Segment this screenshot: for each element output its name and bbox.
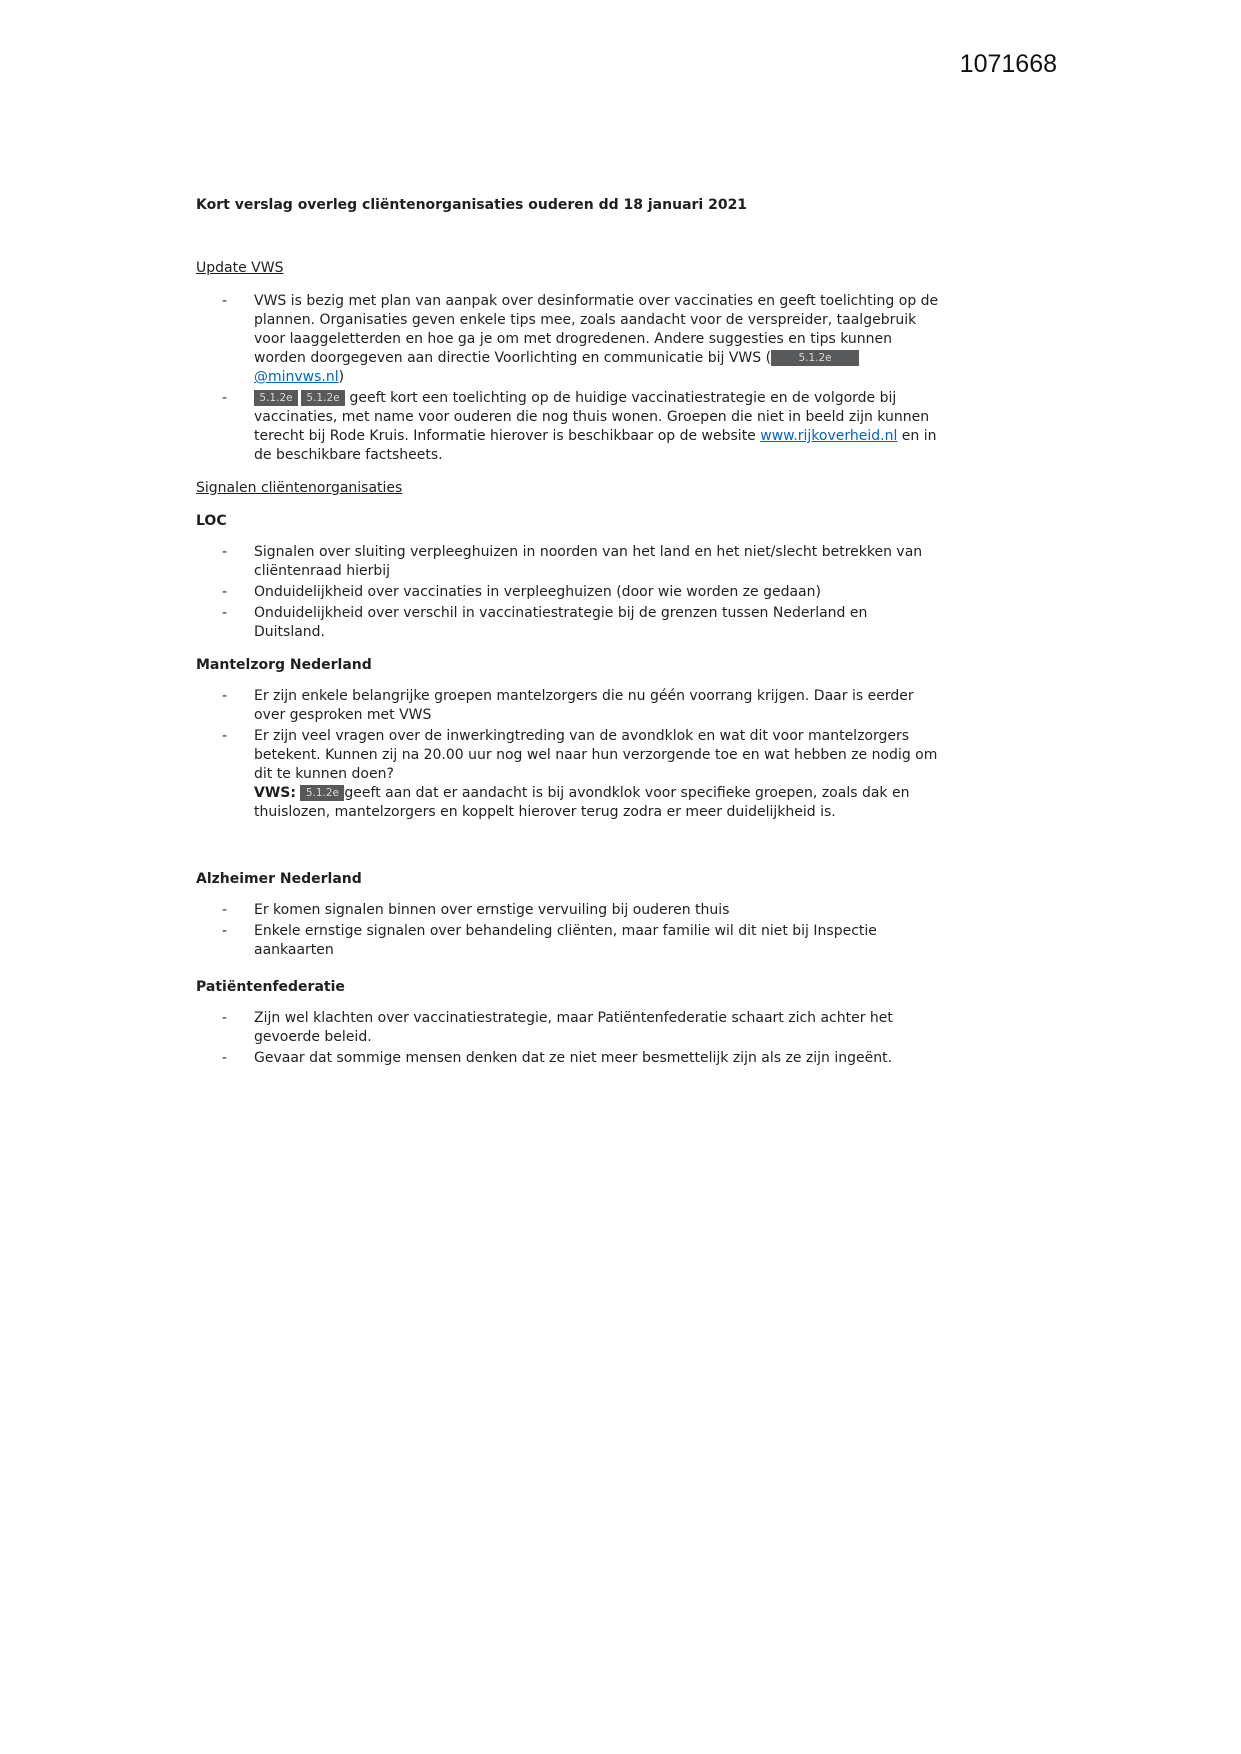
bullet-text: Zijn wel klachten over vaccinatiestrategie, maar Patiëntenfederatie schaart zich achter het gevoerde beleid. (254, 1010, 893, 1045)
bullet-marker: - (222, 1010, 228, 1026)
bullet-list-mantelzorg (196, 687, 941, 822)
bullet-text-run: geeft kort een toelichting op de huidige vaccinatiestrategie en de volgorde bij vaccinaties, met name voor ouderen die nog thuis wonen. Groepen die niet in beeld zijn kunnen terecht bij Rode Kruis. Informatie hierover is beschikbaar op de website (254, 390, 930, 444)
bullet-text-run: VWS is bezig met plan van aanpak over desinformatie over vaccinaties en geeft toelichting op de plannen. Organisaties geven enkele tips mee, zoals aandacht voor de verspreider, taalgebruik voor laaggeletterden en hoe ga je om met drogredenen. Andere suggesties en tips kunnen worden doorgegeven aan directie Voorlichting en communicatie bij VWS ( (254, 293, 939, 366)
bullet-text: Gevaar dat sommige mensen denken dat ze niet meer besmettelijk zijn als ze zijn ingeënt. (254, 1050, 893, 1066)
bullet-text: Onduidelijkheid over vaccinaties in verpleeghuizen (door wie worden ze gedaan) (254, 584, 821, 600)
redaction-box: 5.1.2e (771, 350, 859, 366)
bullet-marker: - (222, 1050, 228, 1066)
bullet-text (254, 292, 941, 387)
list-item (222, 1009, 941, 1047)
list-item (222, 727, 941, 822)
section-heading-update-vws: Update VWS (196, 260, 284, 276)
email-link[interactable]: @minvws.nl (254, 369, 339, 385)
list-item (222, 292, 941, 387)
list-item (222, 922, 941, 960)
section-heading-patientenfederatie: Patiëntenfederatie (196, 979, 345, 995)
bullet-marker: - (222, 728, 228, 744)
bullet-list-patientenfederatie (196, 1009, 941, 1068)
document-number: 1071668 (959, 50, 1057, 78)
section-heading-signalen: Signalen cliëntenorganisaties (196, 480, 403, 496)
redaction-box: 5.1.2e (300, 785, 344, 801)
bullet-text: Enkele ernstige signalen over behandeling cliënten, maar familie wil dit niet bij Inspectie aankaarten (254, 923, 877, 958)
list-item (222, 1049, 941, 1068)
bullet-marker: - (222, 605, 228, 621)
website-link[interactable]: www.rijkoverheid.nl (760, 428, 898, 444)
list-item (222, 687, 941, 725)
vws-label: VWS: (254, 785, 296, 801)
bullet-text: Onduidelijkheid over verschil in vaccinatiestrategie bij de grenzen tussen Nederland en Duitsland. (254, 605, 868, 640)
bullet-marker: - (222, 923, 228, 939)
bullet-text: Er komen signalen binnen over ernstige vervuiling bij ouderen thuis (254, 902, 730, 918)
bullet-text-run: en in de beschikbare factsheets. (254, 428, 937, 463)
bullet-list-loc (196, 543, 941, 642)
list-item (222, 583, 941, 602)
bullet-text: Er zijn enkele belangrijke groepen mantelzorgers die nu géén voorrang krijgen. Daar is eerder over gesproken met VWS (254, 688, 914, 723)
redaction-box: 5.1.2e (301, 390, 345, 406)
section-heading-alzheimer: Alzheimer Nederland (196, 871, 362, 887)
bullet-list-update-vws (196, 292, 941, 465)
list-item (222, 543, 941, 581)
bullet-marker: - (222, 293, 228, 309)
section-heading-loc: LOC (196, 513, 227, 529)
bullet-marker: - (222, 902, 228, 918)
bullet-marker: - (222, 584, 228, 600)
bullet-marker: - (222, 390, 228, 406)
bullet-text-run: Er zijn veel vragen over de inwerkingtreding van de avondklok en wat dit voor mantelzorgers betekent. Kunnen zij na 20.00 uur nog wel naar hun verzorgende toe en wat hebben ze nodig om dit te kunnen doen? (254, 728, 938, 782)
bullet-text-run: ) (338, 369, 345, 385)
list-item (222, 604, 941, 642)
bullet-text-run: geeft aan dat er aandacht is bij avondklok voor specifieke groepen, zoals dak en thuislozen, mantelzorgers en koppelt hierover terug zodra er meer duidelijkheid is. (254, 785, 910, 820)
bullet-text: Signalen over sluiting verpleeghuizen in noorden van het land en het niet/slecht betrekken van cliëntenraad hierbij (254, 544, 923, 579)
bullet-list-alzheimer (196, 901, 941, 960)
section-heading-mantelzorg: Mantelzorg Nederland (196, 657, 372, 673)
document-title: Kort verslag overleg cliëntenorganisaties ouderen dd 18 januari 2021 (196, 197, 748, 213)
bullet-text (254, 727, 941, 822)
bullet-marker: - (222, 688, 228, 704)
list-item (222, 389, 941, 465)
bullet-marker: - (222, 544, 228, 560)
redaction-box: 5.1.2e (254, 390, 298, 406)
bullet-text (254, 389, 941, 465)
list-item (222, 901, 941, 920)
document-content (196, 196, 941, 1070)
